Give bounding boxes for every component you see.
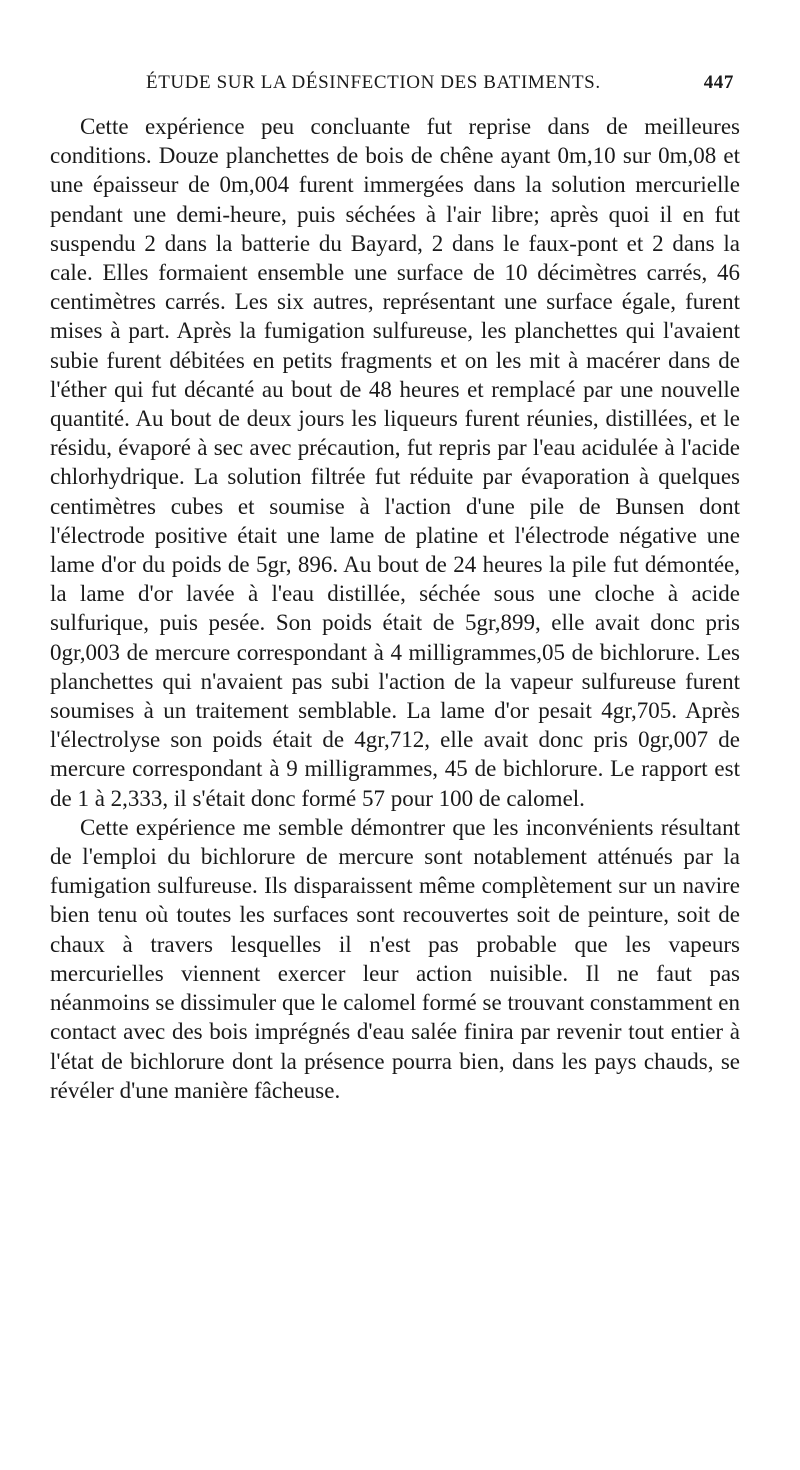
paragraph-2: Cette expérience me semble démontrer que les inconvénients résultant de l'emploi du bichlorure de mercure sont notablement atténués par la fumigation sulfureuse. Ils disparaissent même complètement sur un navire bien tenu où toutes les surfaces sont recouvertes soit de peinture, soit de chaux à travers lesquelles il n'est pas probable que les vapeurs mercurielles viennent exercer leur action nuisible. Il ne faut pas néanmoins se dissimuler que le calomel formé se trouvant constamment en contact avec des bois imprégnés d'eau salée finira par revenir tout entier à l'état de bichlorure dont la présence pourra bien, dans les pays chauds, se révéler d'une manière fâcheuse. bbox=[50, 814, 740, 1103]
running-head bbox=[146, 72, 734, 98]
body-text bbox=[50, 112, 740, 1105]
page-number: 447 bbox=[703, 72, 734, 93]
paragraph-1: Cette expérience peu concluante fut reprise dans de meilleures conditions. Douze planchettes de bois de chêne ayant 0m,10 sur 0m,08 et une épaisseur de 0m,004 furent immergées dans la solution mercurielle pendant une demi-heure, puis séchées à l'air libre; après quoi il en fut suspendu 2 dans la batterie du Bayard, 2 dans le faux-pont et 2 dans la cale. Elles formaient ensemble une surface de 10 décimètres carrés, 46 centimètres carrés. Les six autres, représentant une surface égale, furent mises à part. Après la fumigation sulfureuse, les planchettes qui l'avaient subie furent débitées en petits fragments et on les mit à macérer dans de l'éther qui fut décanté au bout de 48 heures et remplacé par une nouvelle quantité. Au bout de deux jours les liqueurs furent réunies, distillées, et le résidu, évaporé à sec avec précaution, fut repris par l'eau acidulée à l'acide chlorhydrique. La solution filtrée fut réduite par évaporation à quelques centimètres cubes et soumise à l'action d'une pile de Bunsen dont l'électrode positive était une lame de platine et l'électrode négative une lame d'or du poids de 5gr, 896. Au bout de 24 heures la pile fut démontée, la lame d'or lavée à l'eau distillée, séchée sous une cloche à acide sulfurique, puis pesée. Son poids était de 5gr,899, elle avait donc pris 0gr,003 de mercure correspondant à 4 milligrammes,05 de bichlorure. Les planchettes qui n'avaient pas subi l'action de la vapeur sulfureuse furent soumises à un traitement semblable. La lame d'or pesait 4gr,705. Après l'électrolyse son poids était de 4gr,712, elle avait donc pris 0gr,007 de mercure correspondant à 9 milligrammes, 45 de bichlorure. Le rapport est de 1 à 2,333, il s'était donc formé 57 pour 100 de calomel. bbox=[50, 114, 740, 811]
running-title: ÉTUDE SUR LA DÉSINFECTION DES BATIMENTS. bbox=[146, 72, 601, 93]
